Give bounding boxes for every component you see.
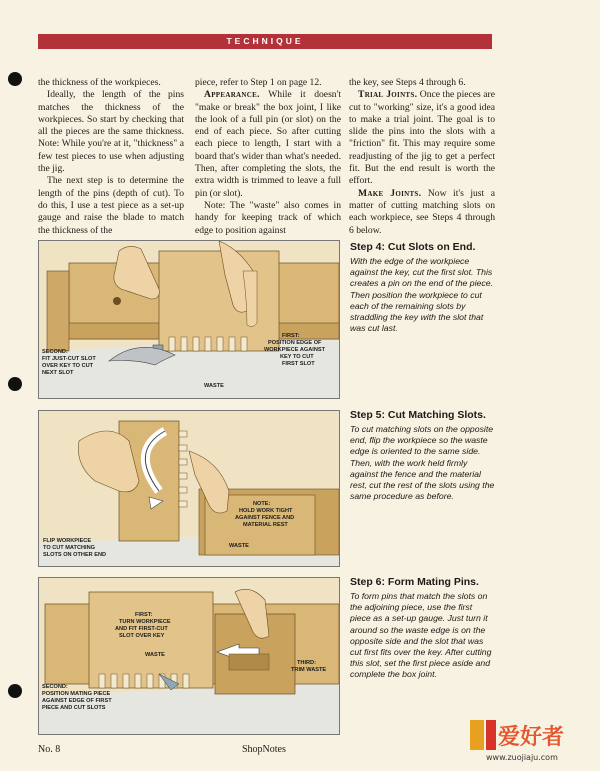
step-5-caption (350, 409, 495, 502)
callout-label: FLIP WORKPIECE (43, 538, 92, 544)
paragraph: the key, see Steps 4 through 6. (349, 77, 466, 88)
callout-label: AND FIT FIRST-CUT (115, 626, 168, 632)
step-text: To cut matching slots on the opposite end, flip the workpiece so the waste edge is oriented to the same side. Then, with the work held firmly against the fence and the material rest, cut the rest of the slots using the same procedure as before. (350, 424, 495, 502)
paragraph: Note: The "waste" also comes in handy for keeping track of which edge to position against (195, 199, 341, 236)
step-title: Step 6: Form Mating Pins. (350, 576, 479, 588)
binder-hole (8, 72, 22, 86)
step-4-caption (350, 241, 495, 334)
paragraph (195, 89, 341, 200)
illustration-step-4 (38, 240, 340, 399)
paragraph-body: Now it's just a matter of cutting matching slots on each workpiece, see Steps 4 through 6 below. (349, 187, 495, 236)
step-6-drawing (39, 578, 339, 734)
step-text: To form pins that match the slots on the adjoining piece, use the first piece as a set-up gauge. Just turn it around so the waste edge is on the opposite side and the slot that was cut first fits over the key. After cutting this slot, set the first piece aside and complete the box joint. (350, 591, 492, 680)
waste-label: WASTE (145, 652, 165, 658)
binder-hole (8, 377, 22, 391)
run-in-heading: Make Joints. (358, 187, 422, 199)
callout-label: TURN WORKPIECE (119, 619, 171, 625)
callout-label: FIRST: (282, 333, 300, 339)
page-number: No. 8 (38, 744, 61, 755)
callout-label: OVER KEY TO CUT (42, 363, 94, 369)
step-6-caption (350, 576, 495, 681)
callout-label: NOTE: (253, 501, 271, 507)
text-column-1 (38, 77, 184, 237)
binder-hole (8, 684, 22, 698)
step-text: With the edge of the workpiece against the key, cut the first slot. This creates a pin on the end of the piece. Then position the workpiece to cut each of the remaining slots by straddling the key with the slot that was cut last. (350, 256, 493, 334)
section-label: TECHNIQUE (226, 36, 304, 46)
callout-label: SLOTS ON OTHER END (43, 552, 107, 558)
step-5-drawing (39, 411, 339, 566)
paragraph-body: While it doesn't "make or break" the box joint, I like the look of a full pin (or slot) on the end of each piece. So after cutting each piece to length, I start with a board that's wider than what's needed. Then, after completing the slots, the extra width is trimmed to leave a full pin (or slot). (195, 89, 341, 199)
run-in-heading: Trial Joints. (358, 89, 418, 101)
section-header-bar (38, 34, 492, 49)
waste-label: WASTE (229, 543, 249, 549)
callout-label: SECOND: (42, 349, 68, 355)
callout-label: AGAINST FENCE AND (235, 515, 295, 521)
paragraph: the thickness of the workpieces. (38, 77, 161, 88)
waste-label: WASTE (204, 383, 224, 389)
callout-label: POSITION MATING PIECE (42, 691, 111, 697)
callout-label: SLOT OVER KEY (119, 633, 165, 639)
paragraph: piece, refer to Step 1 on page 12. (195, 77, 322, 88)
illustration-step-6 (38, 577, 340, 735)
text-column-2 (195, 77, 341, 237)
callout-label: FIRST: (135, 612, 153, 618)
step-title: Step 5: Cut Matching Slots. (350, 409, 486, 421)
callout-label: NEXT SLOT (42, 370, 74, 376)
run-in-heading: Appearance. (204, 89, 260, 101)
callout-label: FIT JUST-CUT SLOT (42, 356, 96, 362)
watermark-logo (468, 716, 596, 764)
callout-label: TRIM WASTE (291, 667, 327, 673)
paragraph (349, 89, 495, 187)
callout-label: HOLD WORK TIGHT (239, 508, 293, 514)
watermark-graphic (468, 716, 596, 764)
paragraph-body: Once the pieces are cut to "working" size, it's a good idea to make a trial joint. The goal is to slide the pins into the slots with a "friction" fit. This may require some readjusting of the jig to get a perfect fit. But the end result is worth the effort. (349, 89, 495, 187)
paragraph: Ideally, the length of the pins matches the thickness of the workpieces. So start by checking that all the pieces are the same thickness. Note: While you're at it, "thickness" a few test pieces to use when adjusting the jig. (38, 89, 184, 175)
callout-label: TO CUT MATCHING (43, 545, 95, 551)
watermark-url: www.zuojiaju.com (486, 753, 558, 762)
callout-label: AGAINST EDGE OF FIRST (42, 698, 112, 704)
callout-label: POSITION EDGE OF (268, 340, 322, 346)
callout-label: FIRST SLOT (282, 361, 315, 367)
callout-label: MATERIAL REST (243, 522, 288, 528)
paragraph (349, 188, 495, 237)
watermark-text: 爱好者 (498, 725, 565, 750)
callout-label: KEY TO CUT (280, 354, 314, 360)
callout-label: PIECE AND CUT SLOTS (42, 705, 106, 711)
paragraph: The next step is to determine the length of the pins (depth of cut). To do this, I use a test piece as a set-up gauge and raise the blade to match the thickness of the (38, 175, 184, 236)
step-4-drawing (39, 241, 339, 398)
callout-label: WORKPIECE AGAINST (264, 347, 326, 353)
text-column-3 (349, 77, 495, 237)
callout-label: SECOND: (42, 684, 68, 690)
callout-label: THIRD: (297, 660, 316, 666)
step-title: Step 4: Cut Slots on End. (350, 241, 476, 253)
publication-name: ShopNotes (242, 744, 286, 755)
illustration-step-5 (38, 410, 340, 567)
